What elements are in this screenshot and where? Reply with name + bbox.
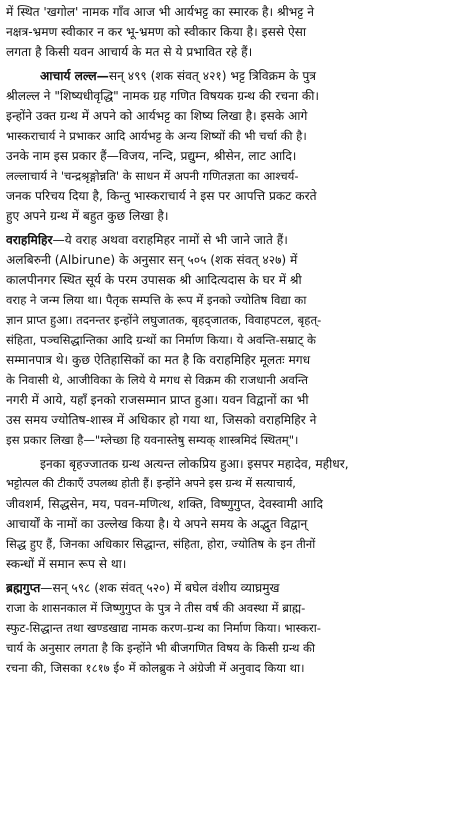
- text-line: संहिता, पञ्चसिद्धान्तिका आदि ग्रन्थों का निर्माण किया। ये अवन्ति-सम्राट् के: [6, 333, 316, 347]
- paragraph-varahamihira: [6, 230, 454, 450]
- paragraph-aryabhatta-legacy: [6, 2, 454, 62]
- text-line: हुए अपने ग्रन्थ में बहुत कुछ लिखा है।: [6, 209, 169, 223]
- text-line: राजा के शासनकाल में जिष्णुगुप्त के पुत्र ने तीस वर्ष की अवस्था में ब्राह्म-: [6, 601, 306, 615]
- text-line: चार्य के अनुसार लगता है कि इन्होंने भी बीजगणित विषय के किसी ग्रन्थ की: [6, 641, 315, 655]
- section-heading: आचार्य लल्ल—: [40, 69, 109, 83]
- section-heading: ब्रह्मगुप्त: [6, 581, 41, 595]
- text-line: कालपीनगर स्थित सूर्य के परम उपासक श्री आदित्यदास के घर में श्री: [6, 273, 302, 287]
- text-line: वराह ने जन्म लिया था। पैतृक सम्पत्ति के रूप में इनको ज्योतिष विद्या का: [6, 293, 307, 307]
- paragraph-brihajjataka: [6, 454, 454, 574]
- text-line: भट्टोत्पल की टीकाएँ उपलब्ध होती हैं। इन्होंने अपने इस ग्रन्थ में सत्याचार्य,: [6, 477, 296, 490]
- text-line: श्रीलल्ल ने "शिष्यधीवृद्धि" नामक ग्रह गणित विषयक ग्रन्थ की रचना की।: [6, 89, 319, 103]
- text-line: अलबिरुनी (Albirune) के अनुसार सन् ५०५ (शक संवत् ४२७) में: [6, 253, 298, 267]
- text-line: जीवशर्म, सिद्धसेन, मय, पवन-मणित्थ, शक्ति, विष्णुगुप्त, देवस्वामी आदि: [6, 497, 323, 511]
- text-line: इन्होंने उक्त ग्रन्थ में अपने को आर्यभट्ट का शिष्य लिखा है। इसके आगे: [6, 109, 308, 123]
- text-line: ज्ञान प्राप्त हुआ। तदनन्तर इन्होंने लघुजातक, बृहद्जातक, विवाहपटल, बृहत्-: [6, 313, 322, 327]
- text-line: [6, 230, 454, 250]
- text-line: लगता है किसी यवन आचार्य के मत से ये प्रभावित रहे हैं।: [6, 45, 253, 59]
- text-line: नक्षत्र-भ्रमण स्वीकार न कर भू-भ्रमण को स्वीकार किया है। इससे ऐसा: [6, 25, 307, 39]
- text-run: —ये वराह अथवा वराहमिहर नामों से भी जाने जाते हैं।: [52, 233, 288, 247]
- section-heading: वराहमिहिर: [6, 233, 53, 247]
- text-line: लल्लाचार्य ने 'चन्द्रश्रृङ्गोन्नति' के साधन में अपनी गणितज्ञता का आश्चर्य-: [6, 169, 299, 183]
- text-line: स्फुट-सिद्धान्त तथा खण्डखाद्य नामक करण-ग्रन्थ का निर्माण किया। भास्करा-: [6, 621, 321, 635]
- text-line: स्कन्धों में समान रूप से था।: [6, 557, 127, 571]
- text-run: सन् ४९९ (शक संवत् ४२१) भट्ट त्रिविक्रम के पुत्र: [108, 69, 317, 83]
- text-line: सम्मानपात्र थे। कुछ ऐतिहासिकों का मत है कि वराहमिहिर मूलतः मगध: [6, 353, 311, 367]
- text-run: —सन् ५९८ (शक संवत् ५२०) में बघेल वंशीय व्याघ्रमुख: [40, 581, 280, 595]
- text-line: भास्कराचार्य ने प्रभाकर आदि आर्यभट्ट के अन्य शिष्यों की भी चर्चा की है।: [6, 129, 307, 143]
- text-line: नगरी में आये, यहाँ इनको राजसम्मान प्राप्त हुआ। यवन विद्वानों का भी: [6, 393, 309, 407]
- text-line: इस प्रकार लिखा है—"म्लेच्छा हि यवनास्तेषु सम्यक् शास्त्रमिदं स्थितम्"।: [6, 433, 299, 447]
- text-line: सिद्ध हुए हैं, जिनका अधिकार सिद्धान्त, संहिता, होरा, ज्योतिष के इन तीनों: [6, 537, 316, 551]
- text-line: रचना की, जिसका १८१७ ई० में कोलब्रुक ने अंग्रेजी में अनुवाद किया था।: [6, 661, 305, 675]
- text-line: में स्थित 'खगोल' नामक गाँव आज भी आर्यभट्ट का स्मारक है। श्रीभट्ट ने: [6, 5, 314, 19]
- text-line: इनका बृहज्जातक ग्रन्थ अत्यन्त लोकप्रिय हुआ। इसपर महादेव, महीधर,: [40, 457, 349, 471]
- paragraph-brahmagupta: [6, 578, 454, 678]
- paragraph-acharya-lalla: [6, 66, 454, 226]
- text-line: [6, 578, 454, 598]
- text-line: उस समय ज्योतिष-शास्त्र में अधिकार हो गया था, जिसको वराहमिहिर ने: [6, 413, 317, 427]
- text-line: [6, 66, 454, 86]
- text-line: के निवासी थे, आजीविका के लिये ये मगध से विक्रम की राजधानी अवन्ति: [6, 373, 308, 387]
- text-line: जनक परिचय दिया है, किन्तु भास्कराचार्य ने इस पर आपत्ति प्रकट करते: [6, 189, 317, 203]
- text-line: आचार्यों के नामों का उल्लेख किया है। ये अपने समय के अद्भुत विद्वान्: [6, 517, 308, 531]
- text-line: उनके नाम इस प्रकार हैं—विजय, नन्दि, प्रद्युम्न, श्रीसेन, लाट आदि।: [6, 149, 297, 163]
